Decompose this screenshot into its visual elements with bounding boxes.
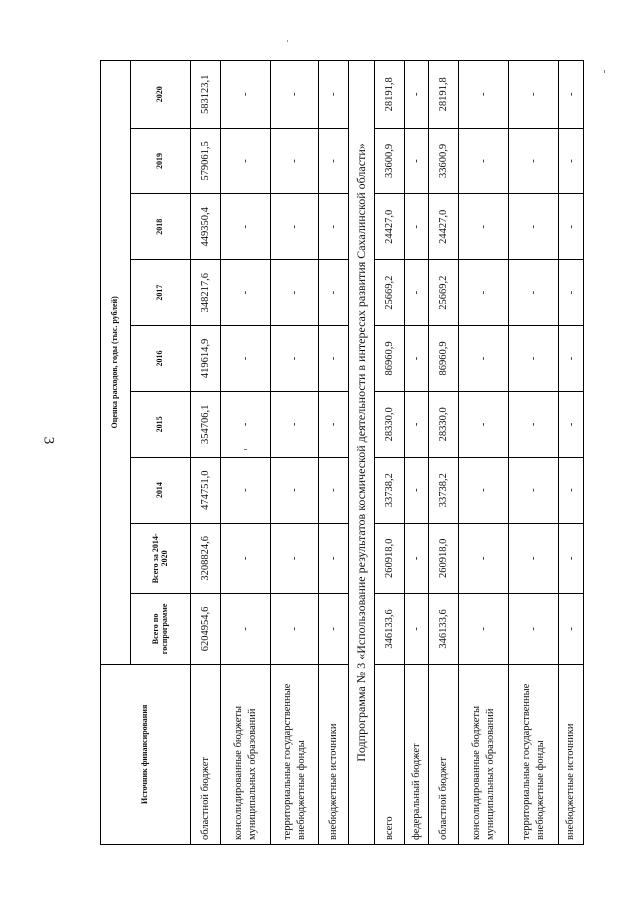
table-row <box>559 61 584 845</box>
cell-value: - <box>509 391 559 457</box>
cell-value: 449350,4 <box>191 194 221 260</box>
cell-value: - <box>221 128 271 194</box>
header-col: 2018 <box>131 194 191 260</box>
table-row <box>271 61 319 845</box>
cell-value: 86960,9 <box>375 326 405 392</box>
cell-value: 583123,1 <box>191 61 221 129</box>
cell-value: - <box>221 326 271 392</box>
cell-value: - <box>459 391 509 457</box>
cell-value: 579061,5 <box>191 128 221 194</box>
row-source: федеральный бюджет <box>405 664 429 844</box>
row-source: консолидированные бюджеты муниципальных образований <box>221 664 271 844</box>
cell-value: 346133,6 <box>429 594 459 665</box>
cell-value: - <box>271 326 319 392</box>
cell-value: 33600,9 <box>429 128 459 194</box>
cell-value: - <box>459 61 509 129</box>
cell-value: - <box>459 326 509 392</box>
cell-value: 354706,1 <box>191 391 221 457</box>
cell-value: - <box>405 457 429 523</box>
table-row <box>429 61 459 845</box>
cell-value: - <box>271 594 319 665</box>
header-col: 2017 <box>131 260 191 326</box>
header-col: 2020 <box>131 61 191 129</box>
row-source: областной бюджет <box>429 664 459 844</box>
table-row <box>319 61 349 845</box>
cell-value: - <box>319 457 349 523</box>
cell-value: 346133,6 <box>375 594 405 665</box>
row-source: внебюджетные источники <box>559 664 584 844</box>
cell-value: - <box>405 391 429 457</box>
row-source: всего <box>375 664 405 844</box>
cell-value: - <box>459 128 509 194</box>
row-source: внебюджетные источники <box>319 664 349 844</box>
cell-value: - <box>319 260 349 326</box>
cell-value: - <box>509 128 559 194</box>
cell-value: 33738,2 <box>375 457 405 523</box>
cell-value: 24427,0 <box>375 194 405 260</box>
page-number: 3 <box>40 436 57 445</box>
cell-value: - <box>509 61 559 129</box>
cell-value: - <box>271 391 319 457</box>
cell-value: 86960,9 <box>429 326 459 392</box>
cell-value: 25669,2 <box>375 260 405 326</box>
cell-value: - <box>405 594 429 665</box>
cell-value: - <box>509 457 559 523</box>
cell-value: - <box>319 194 349 260</box>
cell-value: 474751,0 <box>191 457 221 523</box>
cell-value: - <box>559 128 584 194</box>
header-col: Всего по госпрограмме <box>131 594 191 665</box>
cell-value: - <box>559 194 584 260</box>
cell-value: 348217,6 <box>191 260 221 326</box>
cell-value: 6204954,6 <box>191 594 221 665</box>
cell-value: - <box>221 260 271 326</box>
cell-value: 28330,0 <box>375 391 405 457</box>
row-source: консолидированные бюджеты муниципальных образований <box>459 664 509 844</box>
header-col: Всего за 2014-2020 <box>131 523 191 594</box>
scan-artifact <box>604 70 605 73</box>
cell-value: 28191,8 <box>429 61 459 129</box>
cell-value: 419614,9 <box>191 326 221 392</box>
header-col: 2014 <box>131 457 191 523</box>
cell-value: - <box>271 260 319 326</box>
cell-value: - <box>405 61 429 129</box>
cell-value: - <box>405 194 429 260</box>
subprogram-row <box>349 61 375 845</box>
row-source: областной бюджет <box>191 664 221 844</box>
cell-value: 28191,8 <box>375 61 405 129</box>
cell-value: - <box>271 523 319 594</box>
table-row <box>221 61 271 845</box>
header-estimate: Оценка расходов, годы (тыс. рублей) <box>101 61 131 665</box>
cell-value: 28330,0 <box>429 391 459 457</box>
cell-value: 24427,0 <box>429 194 459 260</box>
scan-artifact <box>287 40 288 42</box>
cell-value: - <box>509 523 559 594</box>
cell-value: - <box>559 457 584 523</box>
financing-table <box>100 60 584 845</box>
cell-value: - <box>271 194 319 260</box>
cell-value: - <box>509 594 559 665</box>
cell-value: - <box>459 260 509 326</box>
cell-value: - <box>319 523 349 594</box>
header-col: 2016 <box>131 326 191 392</box>
cell-value: - <box>405 260 429 326</box>
cell-value: - <box>221 61 271 129</box>
cell-value: 33738,2 <box>429 457 459 523</box>
table-row <box>459 61 509 845</box>
header-source: Источник финансирования <box>101 664 191 844</box>
cell-value: - <box>221 594 271 665</box>
cell-value: - <box>459 594 509 665</box>
subprogram-title: Подпрограмма № 3 «Использование результатов космической деятельности в интересах развития Сахалинской области» <box>349 61 375 845</box>
cell-value: 3208824,6 <box>191 523 221 594</box>
cell-value: - <box>559 523 584 594</box>
cell-value: - <box>559 391 584 457</box>
cell-value: - <box>405 326 429 392</box>
cell-value: - <box>271 128 319 194</box>
cell-value: - <box>509 194 559 260</box>
table-row <box>509 61 559 845</box>
cell-value: - <box>319 326 349 392</box>
header-col: 2019 <box>131 128 191 194</box>
cell-value: - <box>405 128 429 194</box>
cell-value: - <box>319 391 349 457</box>
cell-value: - <box>405 523 429 594</box>
table-row <box>191 61 221 845</box>
cell-value: - <box>509 260 559 326</box>
cell-value: - <box>319 128 349 194</box>
cell-value: - <box>459 457 509 523</box>
cell-value: - <box>221 194 271 260</box>
table-row <box>375 61 405 845</box>
row-source: территориальные государственные внебюджетные фонды <box>271 664 319 844</box>
cell-value: - <box>559 326 584 392</box>
financing-table-rotated <box>100 60 577 845</box>
cell-value: - <box>319 594 349 665</box>
header-col: 2015 <box>131 391 191 457</box>
cell-value: 260918,0 <box>375 523 405 594</box>
cell-value: - <box>559 260 584 326</box>
cell-value: - <box>221 457 271 523</box>
cell-value: - <box>271 61 319 129</box>
cell-value: - <box>221 523 271 594</box>
cell-value: - <box>271 457 319 523</box>
cell-value: - <box>509 326 559 392</box>
cell-value: 260918,0 <box>429 523 459 594</box>
cell-value: - <box>559 594 584 665</box>
cell-value: 33600,9 <box>375 128 405 194</box>
cell-value: - <box>559 61 584 129</box>
cell-value: - <box>319 61 349 129</box>
cell-value: 25669,2 <box>429 260 459 326</box>
row-source: территориальные государственные внебюджетные фонды <box>509 664 559 844</box>
table-row <box>405 61 429 845</box>
cell-value: - <box>221 391 271 457</box>
cell-value: - <box>459 194 509 260</box>
cell-value: - <box>459 523 509 594</box>
